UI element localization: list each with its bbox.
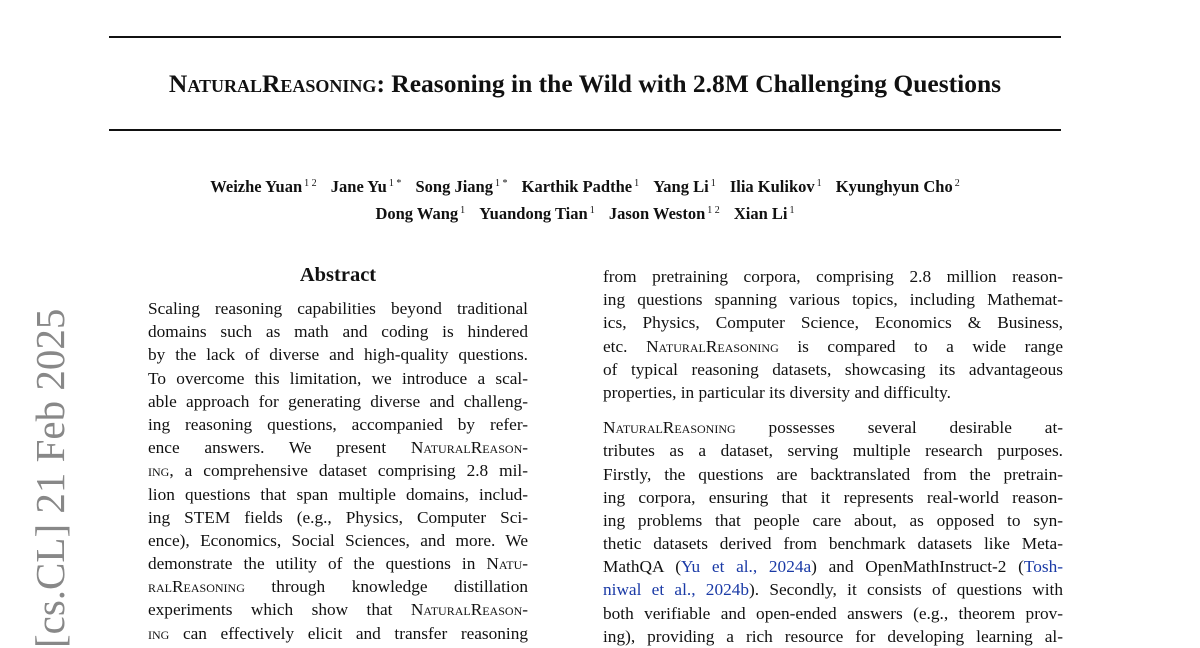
arxiv-watermark: [cs.CL] 21 Feb 2025	[27, 308, 73, 648]
text-line: ence answers. We present NaturalReason-	[148, 438, 528, 458]
author: Jason Weston $^{1 2}$	[608, 204, 720, 223]
text-line: ing problems that people care about, as opposed to syn-	[603, 510, 1063, 530]
author: Yuandong Tian $^1$	[479, 204, 595, 223]
text-line: thetic datasets derived from benchmark datasets like Meta-	[603, 534, 1063, 554]
text-line: MathQA (Yu et al., 2024a) and OpenMathInstruct-2 (Tosh-	[603, 557, 1063, 577]
text-line: domains such as math and coding is hindered	[148, 322, 528, 342]
title-dataset-name-part1: Natural	[168, 69, 262, 98]
title-rule-bottom	[109, 129, 1061, 131]
citation-link[interactable]: Tosh-	[1023, 557, 1063, 577]
author: Jane Yu $^{1 *}$	[330, 177, 402, 196]
text-line: niwal et al., 2024b). Secondly, it consists of questions with	[603, 580, 1063, 600]
text-line: experiments which show that NaturalReason-	[148, 600, 528, 620]
text-line: etc. NaturalReasoning is compared to a wide range	[603, 336, 1063, 356]
text-line: ing corpora, ensuring that it represents real-world reason-	[603, 487, 1063, 507]
text-line: both verifiable and open-ended answers (e.g., theorem prov-	[603, 603, 1063, 623]
author: Kyunghyun Cho $^2$	[835, 177, 960, 196]
text-line: tributes as a dataset, serving multiple research purposes.	[603, 441, 1063, 461]
author-list	[109, 172, 1061, 226]
text-line: properties, in particular its diversity and difficulty.	[603, 382, 951, 402]
text-line: NaturalReasoning possesses several desirable at-	[603, 418, 1063, 438]
text-line: To overcome this limitation, we introduce a scal-	[148, 368, 528, 388]
text-line: able approach for generating diverse and challeng-	[148, 391, 528, 411]
author: Xian Li $^1$	[733, 204, 795, 223]
author: Weizhe Yuan $^{1 2}$	[210, 177, 317, 196]
author: Dong Wang $^1$	[375, 204, 466, 223]
title-rest: : Reasoning in the Wild with 2.8M Challenging Questions	[376, 69, 1002, 98]
text-line: of typical reasoning datasets, showcasing its advantageous	[603, 359, 1063, 379]
author: Ilia Kulikov $^1$	[729, 177, 822, 196]
text-line: ing STEM fields (e.g., Physics, Computer Sci-	[148, 507, 528, 527]
text-line: lion questions that span multiple domains, includ-	[148, 484, 528, 504]
text-line: ics, Physics, Computer Science, Economics & Business,	[603, 313, 1063, 333]
citation-link[interactable]: Yu et al., 2024a	[680, 557, 812, 577]
text-line: ralReasoning through knowledge distillation	[148, 577, 528, 597]
text-line: demonstrate the utility of the questions in Natu-	[148, 554, 528, 574]
author: Yang Li $^1$	[653, 177, 716, 196]
text-line: ing), providing a rich resource for developing learning al-	[603, 626, 1063, 646]
text-line: Firstly, the questions are backtranslated from the pretrain-	[603, 464, 1063, 484]
text-line: ing reasoning questions, accompanied by refer-	[148, 414, 528, 434]
abstract-body	[148, 297, 528, 645]
citation-link[interactable]: niwal et al., 2024b	[603, 580, 750, 600]
text-line: Scaling reasoning capabilities beyond traditional	[148, 299, 528, 318]
abstract-heading: Abstract	[299, 264, 377, 286]
author: Karthik Padthe $^1$	[521, 177, 640, 196]
author: Song Jiang $^{1 *}$	[415, 177, 508, 196]
text-line: ing, a comprehensive dataset comprising 2.8 mil-	[148, 461, 528, 481]
title-rule-top	[109, 36, 1061, 38]
text-line: ing can effectively elicit and transfer reasoning	[148, 623, 528, 643]
text-line: by the lack of diverse and high-quality questions.	[148, 345, 528, 365]
paper-title	[109, 66, 1061, 102]
text-line: from pretraining corpora, comprising 2.8 million reason-	[603, 267, 1063, 286]
title-dataset-name-part2: Reasoning	[262, 69, 377, 98]
intro-body	[603, 265, 1063, 648]
text-line: ence), Economics, Social Sciences, and more. We	[148, 530, 528, 550]
text-line: ing questions spanning various topics, including Mathemat-	[603, 290, 1063, 310]
